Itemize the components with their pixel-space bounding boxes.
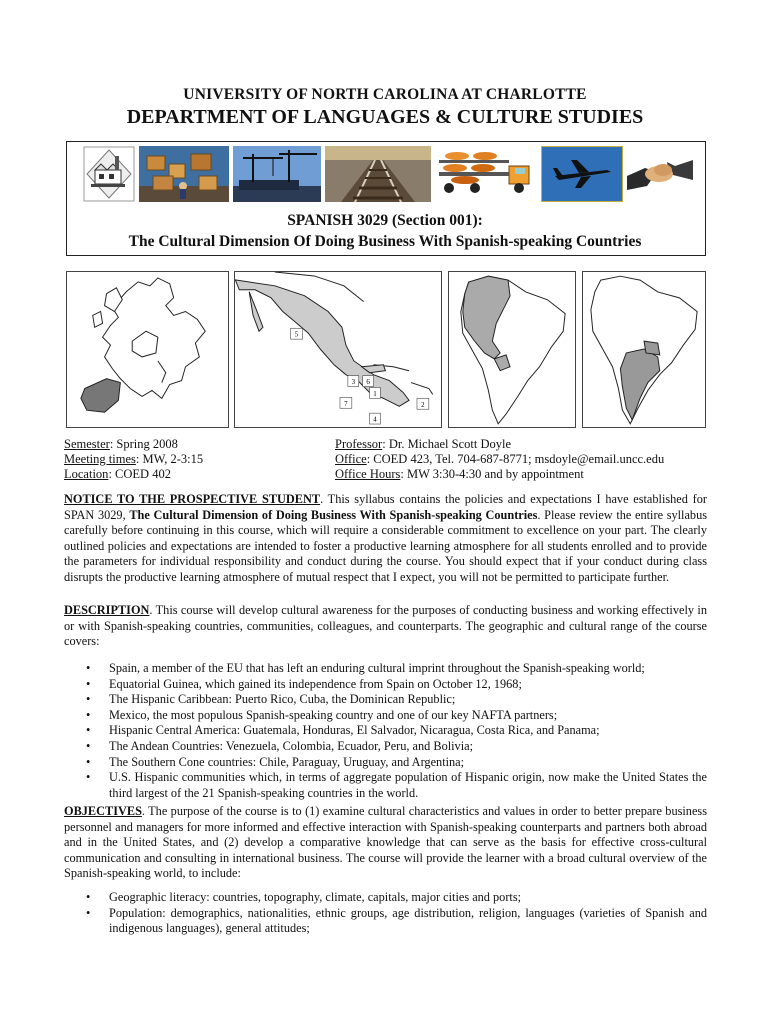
description-text: . This course will develop cultural awareness for the purposes of conducting business and working effectively in or with Spanish-speaking countries, communities, colleagues, and counterparts. The geographic and cultural range of the course covers: <box>64 603 707 649</box>
semester-label: Semester <box>64 437 110 451</box>
list-item-text: U.S. Hispanic communities which, in terms of aggregate population of Hispanic origin, now make the United States the third largest of the 21 Spanish-speaking countries in the world. <box>109 770 707 800</box>
notice-text-2: . Please review the entire syllabus carefully before continuing in this course, which will require a considerable commitment to excellence on your part. The clearly outlined policies and expectations are intended to foster a productive learning atmosphere for all students enrolled and to provide the parameters for individual responsibility and conduct during the course. You should expect that if your conduct during class disrupts the productive learning atmosphere of mutual respect that I expect, you will not be permitted to participate further. <box>64 507 707 584</box>
course-info-left <box>64 437 203 482</box>
office-hours-line <box>335 467 664 482</box>
professor-label: Professor <box>335 437 383 451</box>
map-label-7: 7 <box>344 400 348 408</box>
office-hours-value: : MW 3:30-4:30 and by appointment <box>400 467 584 481</box>
course-full-title: The Cultural Dimension Of Doing Business With Spanish-speaking Countries <box>128 233 642 250</box>
map-label-5: 5 <box>294 331 299 339</box>
bullet-icon: • <box>86 661 91 675</box>
list-item <box>64 739 707 755</box>
list-item-text: Equatorial Guinea, which gained its independence from Spain on October 12, 1968; <box>109 676 522 691</box>
europe-map <box>66 271 229 428</box>
south-america-southern-cone-map <box>582 271 706 428</box>
university-title: UNIVERSITY OF NORTH CAROLINA AT CHARLOTTE <box>183 86 587 103</box>
course-info-right <box>335 437 664 482</box>
notice-paragraph <box>64 492 707 586</box>
objectives-list <box>64 890 707 937</box>
port-cranes-photo <box>233 146 321 202</box>
list-item-text: The Southern Cone countries: Chile, Paraguay, Uruguay, and Argentina; <box>109 754 465 769</box>
bullet-icon: • <box>86 692 91 707</box>
list-item <box>64 890 707 906</box>
south-america-andean-map <box>448 271 576 428</box>
notice-course-title: The Cultural Dimension of Doing Business With Spanish-speaking Countries <box>129 507 538 522</box>
bullet-icon: • <box>86 890 91 904</box>
objectives-paragraph <box>64 804 707 882</box>
course-code-title: SPANISH 3029 (Section 001): <box>287 212 483 229</box>
mexico-central-america-map <box>234 271 442 428</box>
office-line <box>335 452 664 467</box>
list-item-text: The Hispanic Caribbean: Puerto Rico, Cuba, the Dominican Republic; <box>109 692 456 707</box>
airplane-photo <box>541 146 623 202</box>
list-item <box>64 661 707 677</box>
location-label: Location <box>64 467 109 481</box>
list-item <box>64 677 707 693</box>
bullet-icon: • <box>86 770 91 785</box>
notice-text-1: . This syllabus contains the policies and expectations I have established for SPAN 3029, <box>64 492 707 522</box>
objectives-heading: OBJECTIVES <box>64 804 142 818</box>
department-title: DEPARTMENT OF LANGUAGES & CULTURE STUDIES <box>126 106 644 128</box>
professor-line <box>335 437 664 452</box>
maps-strip <box>66 271 706 428</box>
semester-line <box>64 437 203 452</box>
bullet-icon: • <box>86 723 91 738</box>
map-label-3: 3 <box>351 379 356 387</box>
bullet-icon: • <box>86 738 91 753</box>
map-label-4: 4 <box>373 416 377 424</box>
bullet-icon: • <box>86 707 91 722</box>
semester-value: : Spring 2008 <box>109 437 178 451</box>
list-item <box>64 692 707 708</box>
bullet-icon: • <box>86 905 91 920</box>
location-line <box>64 467 203 482</box>
list-item <box>64 770 707 801</box>
map-label-1: 1 <box>373 390 377 398</box>
description-paragraph <box>64 603 707 650</box>
map-label-6: 6 <box>366 379 370 387</box>
list-item <box>64 906 707 937</box>
coverage-list <box>64 661 707 801</box>
office-value: : COED 423, Tel. 704-687-8771; msdoyle@email.uncc.edu <box>366 452 665 466</box>
objectives-text: . The purpose of the course is to (1) examine cultural characteristics and values in order to better prepare business personnel and managers for more informed and effective interaction with Spanish-speaking counterparts and partners both abroad and in the United States, and (2) develop a comparative knowledge that can serve as the basis for effective cross-cultural communication and consulting in international business. The course will provide the learner with a broad cultural overview of the Spanish-speaking world, to include: <box>64 804 707 881</box>
meeting-times-line <box>64 452 203 467</box>
list-item-text: Spain, a member of the EU that has left an enduring cultural imprint throughout the Spanish-speaking world; <box>109 661 645 675</box>
handshake-photo <box>627 146 693 202</box>
list-item-text: Hispanic Central America: Guatemala, Honduras, El Salvador, Nicaragua, Costa Rica, and Panama; <box>109 723 600 738</box>
meeting-times-value: : MW, 2-3:15 <box>135 452 204 466</box>
list-item-text: Population: demographics, nationalities, ethnic groups, age distribution, religion, languages (varieties of Spanish and indigenous languages), general attitudes; <box>109 905 707 936</box>
office-label: Office <box>335 452 367 466</box>
railroad-tracks-photo <box>325 146 431 202</box>
factory-icon <box>83 146 135 202</box>
warehouse-boxes-photo <box>139 146 229 202</box>
list-item-text: The Andean Countries: Venezuela, Colombia, Ecuador, Peru, and Bolivia; <box>109 738 474 753</box>
list-item <box>64 708 707 724</box>
list-item-text: Mexico, the most populous Spanish-speaking country and one of our key NAFTA partners; <box>109 707 558 722</box>
map-label-2: 2 <box>421 401 425 409</box>
notice-heading: NOTICE TO THE PROSPECTIVE STUDENT <box>64 492 321 506</box>
banner-images <box>81 146 693 206</box>
location-value: : COED 402 <box>108 467 171 481</box>
car-carrier-truck-icon <box>435 146 533 202</box>
list-item <box>64 723 707 739</box>
bullet-icon: • <box>86 676 91 691</box>
office-hours-label: Office Hours <box>335 467 401 481</box>
bullet-icon: • <box>86 754 91 769</box>
professor-value: : Dr. Michael Scott Doyle <box>382 437 512 451</box>
meeting-times-label: Meeting times <box>64 452 136 466</box>
list-item-text: Geographic literacy: countries, topography, climate, capitals, major cities and ports; <box>109 890 522 904</box>
list-item <box>64 755 707 771</box>
description-heading: DESCRIPTION <box>64 603 150 617</box>
